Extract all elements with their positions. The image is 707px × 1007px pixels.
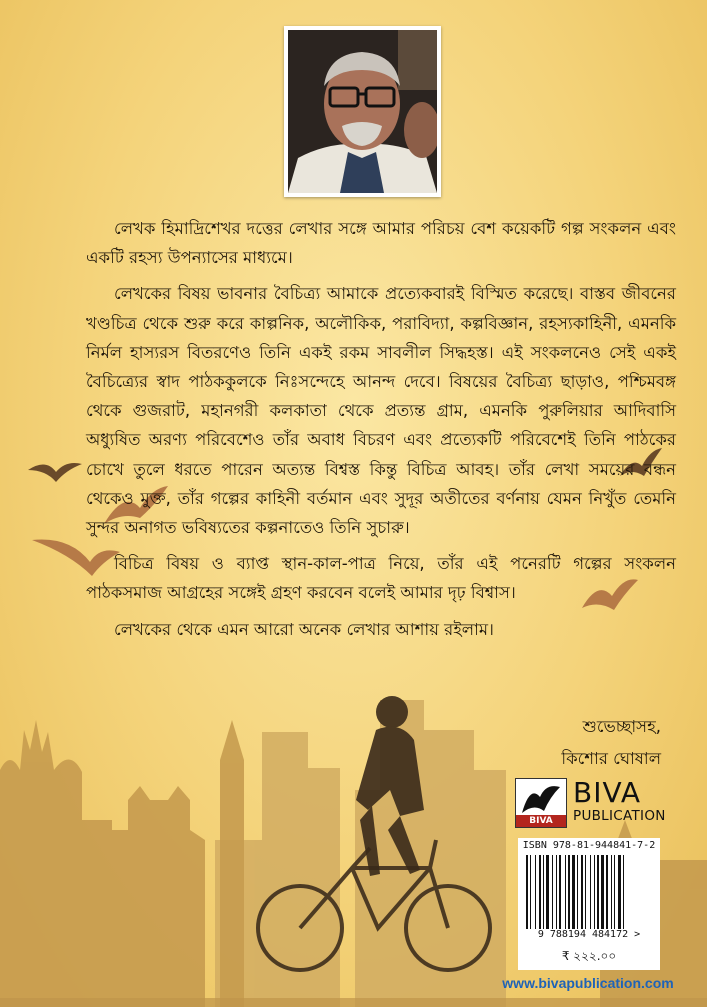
foreword-paragraph-2: লেখকের বিষয় ভাবনার বৈচিত্র্য আমাকে প্রত্যেকবারই বিস্মিত করেছে। বাস্তব জীবনের খণ্ডচিত্র থেকে শুরু করে কাল্পনিক, অলৌকিক, পরাবিদ্যা, কল্পবিজ্ঞান, রহস্যকাহিনী, এমনকি নির্মল হাস্যরস বিতরণেও তিনি একই রকম সাবলীল সিদ্ধহস্ত। এই সংকলনেও সেই একই বৈচিত্র্যের স্বাদ পাঠককুলকে নিঃসন্দেহে আনন্দ দেবে। বিষয়ের বৈচিত্র্য ছাড়াও, পশ্চিমবঙ্গ থেকে গুজরাট, মহানগরী কলকাতা থেকে প্রত্যন্ত গ্রাম, এমনকি পুরুলিয়ার আদিবাসি অধ্যুষিত অরণ্য পরিবেশেও তাঁর অবাধ বিচরণ এবং প্রত্যেকটি পরিবেশেই তিনি পাঠকের চোখে তুলে ধরতে পারেন অত্যন্ত বিশ্বস্ত কিন্তু বিচিত্র আবহ। তাঁর লেখা সময়ের বন্ধন থেকেও মুক্ত, তাঁর গল্পের কাহিনী বর্তমান এবং সুদূর অতীতের বর্ণনায় যেমন নিখুঁত তেমনি সুন্দর অনাগত ভবিষ্যতের কল্পনাতেও তিনি সুচারু। xyxy=(86,284,676,538)
publisher-name: BIVA xyxy=(573,776,641,809)
foreword-paragraph-1: লেখক হিমাদ্রিশেখর দত্তের লেখার সঙ্গে আমার পরিচয় বেশ কয়েকটি গল্প সংকলন এবং একটি রহস্য উপন্যাসের মাধ্যমে। xyxy=(86,219,676,268)
publisher-brand xyxy=(515,776,666,830)
publisher-logo-icon xyxy=(515,778,567,828)
bird-icon xyxy=(26,456,84,484)
author-photo xyxy=(284,26,441,197)
foreword-paragraph-3: বিচিত্র বিষয় ও ব্যাপ্ত স্থান-কাল-পাত্র নিয়ে, তাঁর এই পনেরটি গল্পের সংকলন পাঠকসমাজ আগ্রহের সঙ্গেই গ্রহণ করবেন বলেই আমার দৃঢ় বিশ্বাস। xyxy=(86,554,676,603)
isbn-barcode-block xyxy=(518,838,660,970)
isbn-label: ISBN 978-81-944841-7-2 xyxy=(522,840,656,851)
publisher-website-link[interactable]: www.bivapublication.com xyxy=(502,975,674,991)
price-label: ₹ ২২২.০০ xyxy=(561,949,617,963)
foreword-paragraph-4: লেখকের থেকে এমন আরো অনেক লেখার আশায় রইলাম। xyxy=(114,619,494,639)
foreword-text xyxy=(86,214,676,644)
publisher-subtitle: PUBLICATION xyxy=(573,808,666,824)
author-portrait-image xyxy=(288,30,437,193)
publisher-logo-text: BIVA xyxy=(529,816,553,826)
barcode-digits: 9 788194 484172 > xyxy=(537,929,641,940)
signature-greeting: শুভেচ্ছাসহ, xyxy=(582,717,661,736)
barcode-graphic xyxy=(526,855,652,929)
signature-name: কিশোর ঘোষাল xyxy=(561,749,661,768)
